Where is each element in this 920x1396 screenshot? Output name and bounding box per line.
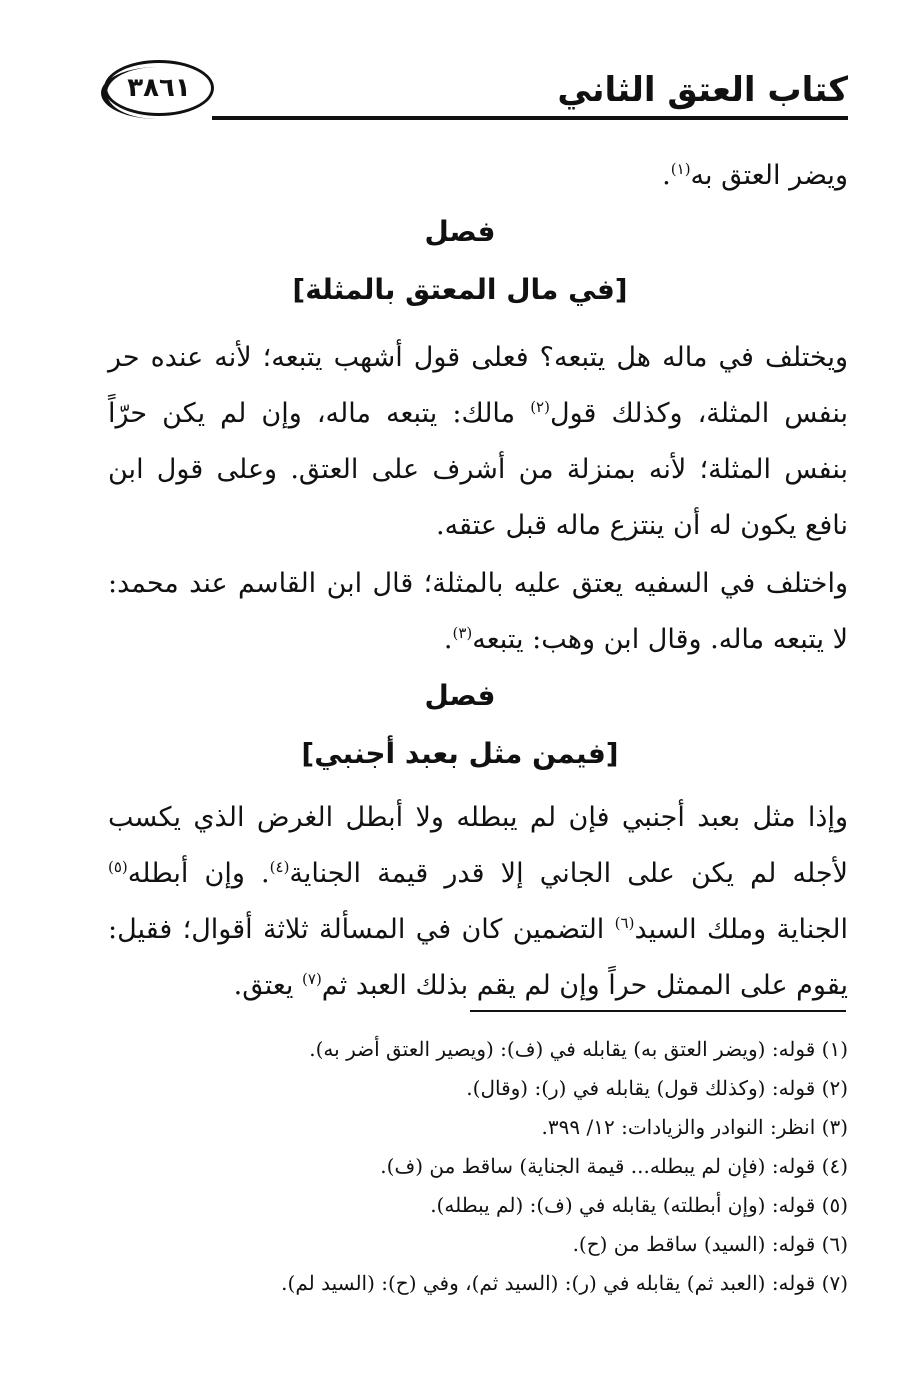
footnote-ref-4[interactable]: (٤): [269, 858, 290, 876]
paragraph-2: [108, 556, 848, 668]
paragraph-3-text-c: الجناية وملك السيد: [634, 914, 849, 945]
footnote-separator: [470, 1010, 846, 1012]
paragraph-3-text-a: وإذا مثل بعبد أجنبي فإن لم يبطله ولا أبطل الغرض الذي يكسب لأجله لم يكن على الجاني إلا قدر قيمة الجناية: [108, 802, 848, 889]
footnote-4: (٤) قوله: (فإن لم يبطله... قيمة الجناية) ساقط من (ف).: [380, 1154, 848, 1178]
paragraph-0: [108, 148, 848, 204]
header-rule: [212, 116, 848, 120]
footnote-6: (٦) قوله: (السيد) ساقط من (ح).: [572, 1232, 848, 1256]
section-subheading-2: [فيمن مثل بعبد أجنبي]: [301, 737, 619, 770]
page-number: ٣٨٦١: [127, 73, 191, 103]
footnote-ref-1[interactable]: (١): [670, 160, 691, 178]
footnote-7: (٧) قوله: (العبد ثم) يقابله في (ر): (السيد ثم)، وفي (ح): (السيد لم).: [281, 1271, 848, 1295]
paragraph-0-end: .: [662, 160, 671, 191]
footnote-ref-2[interactable]: (٢): [530, 398, 550, 416]
paragraph-3-text-b: . وإن أبطله: [127, 858, 270, 889]
paragraph-1-text-b: مالك: يتبعه ماله، وإن لم يكن حرّاً بنفس المثلة؛ لأنه بمنزلة من أشرف على العتق. وعلى قول ابن نافع يكون له أن ينتزع ماله قبل عتقه.: [108, 398, 848, 541]
footnote-ref-3[interactable]: (٣): [452, 624, 473, 642]
running-header-title: كتاب العتق الثاني: [557, 70, 848, 110]
paragraph-2-text: واختلف في السفيه يعتق عليه بالمثلة؛ قال ابن القاسم عند محمد: لا يتبعه ماله. وقال ابن وهب: يتبعه: [108, 568, 848, 655]
paragraph-3-text-d: التضمين كان في المسألة ثلاثة أقوال؛ فقيل: يقوم على الممثل حراً وإن لم يقم بذلك العبد ثم: [108, 914, 848, 1001]
paragraph-1: [108, 330, 848, 554]
section-heading-2: فصل: [424, 679, 496, 712]
footnote-1: (١) قوله: (ويضر العتق به) يقابله في (ف): (ويصير العتق أضر به).: [309, 1037, 848, 1061]
footnote-ref-6[interactable]: (٦): [614, 914, 635, 932]
section-heading-1: فصل: [424, 215, 496, 248]
footnote-ref-7[interactable]: (٧): [302, 970, 322, 988]
section-subheading-1: [في مال المعتق بالمثلة]: [292, 273, 628, 306]
footnote-3: (٣) انظر: النوادر والزيادات: ١٢/ ٣٩٩.: [541, 1115, 848, 1139]
paragraph-3: [108, 790, 848, 1014]
footnote-2: (٢) قوله: (وكذلك قول) يقابله في (ر): (وقال).: [466, 1076, 848, 1100]
footnotes: [88, 1030, 848, 1303]
page-number-badge: [104, 60, 214, 116]
paragraph-1-text-a: ويختلف في ماله هل يتبعه؟ فعلى قول أشهب يتبعه؛ لأنه عنده حر بنفس المثلة، وكذلك قول: [108, 342, 848, 429]
paragraph-2-end: .: [443, 624, 453, 655]
paragraph-0-text: ويضر العتق به: [690, 160, 848, 191]
footnote-5: (٥) قوله: (وإن أبطلته) يقابله في (ف): (لم يبطله).: [430, 1193, 848, 1217]
footnote-ref-5[interactable]: (٥): [108, 858, 128, 876]
paragraph-3-text-e: يعتق.: [233, 970, 303, 1001]
